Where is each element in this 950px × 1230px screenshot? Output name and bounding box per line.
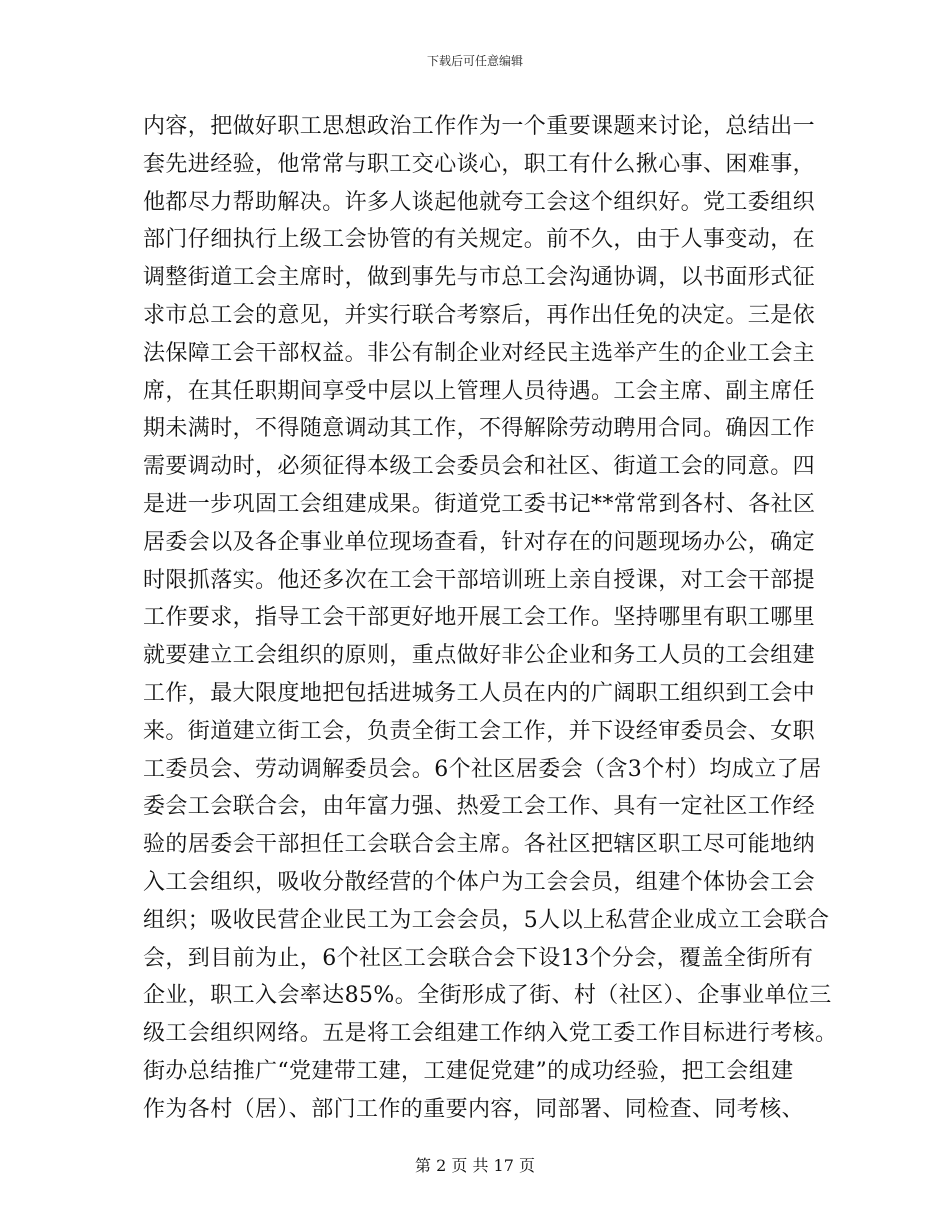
text-line: 内容，把做好职工思想政治工作作为一个重要课题来讨论，总结出一 (143, 114, 816, 139)
body-text (143, 108, 838, 1129)
text-line: 工作，最大限度地把包括进城务工人员在内的广阔职工组织到工会中 (143, 680, 816, 706)
page-header: 下载后可任意编辑 (426, 54, 523, 68)
text-line: 工委员会、劳动调解委员会。6个社区居委会（含3个村）均成立了居 (143, 756, 822, 782)
text-line: 会，到目前为止，6个社区工会联合会下设13个分会，覆盖全街所有 (143, 945, 814, 971)
text-line: 入工会组织，吸收分散经营的个体户为工会会员，组建个体协会工会 (143, 869, 816, 895)
page-number: 第 2 页 共 17 页 (415, 1156, 535, 1175)
text-line: 时限抓落实。他还多次在工会干部培训班上亲自授课，对工会干部提 (143, 567, 816, 593)
text-line: 套先进经验，他常常与职工交心谈心，职工有什么揪心事、困难事， (143, 151, 816, 177)
text-line: 期未满时，不得随意调动其工作，不得解除劳动聘用合同。确因工作 (143, 416, 816, 442)
text-line: 是进一步巩固工会组建成果。街道党工委书记**常常到各村、各社区 (143, 491, 816, 517)
text-line: 企业，职工入会率达85%。全街形成了街、村（社区）、企事业单位三 (143, 983, 832, 1009)
text-line: 调整街道工会主席时，做到事先与市总工会沟通协调，以书面形式征 (143, 265, 816, 291)
text-line: 组织；吸收民营企业民工为工会会员，5人以上私营企业成立工会联合 (143, 907, 830, 933)
text-line: 就要建立工会组织的原则，重点做好非公企业和务工人员的工会组建 (143, 643, 816, 669)
text-line: 来。街道建立街工会，负责全街工会工作，并下设经审委员会、女职 (143, 718, 816, 744)
text-line: 验的居委会干部担任工会联合会主席。各社区把辖区职工尽可能地纳 (143, 832, 816, 858)
text-line: 级工会组织网络。五是将工会组建工作纳入党工委工作目标进行考核。 (143, 1021, 838, 1047)
text-line: 他都尽力帮助解决。许多人谈起他就夸工会这个组织好。党工委组织 (143, 189, 816, 215)
text-line: 居委会以及各企事业单位现场查看，针对存在的问题现场办公，确定 (143, 529, 816, 555)
text-line: 街办总结推广“党建带工建，工建促党建”的成功经验，把工会组建 (143, 1058, 794, 1084)
text-line: 委会工会联合会，由年富力强、热爱工会工作、具有一定社区工作经 (143, 794, 816, 820)
text-line: 部门仔细执行上级工会协管的有关规定。前不久，由于人事变动，在 (143, 227, 816, 253)
text-line: 作为各村（居）、部门工作的重要内容，同部署、同检查、同考核、 (143, 1096, 805, 1122)
text-line: 席，在其任职期间享受中层以上管理人员待遇。工会主席、副主席任 (143, 378, 816, 404)
text-line: 工作要求，指导工会干部更好地开展工会工作。坚持哪里有职工哪里 (143, 605, 816, 631)
text-line: 需要调动时，必须征得本级工会委员会和社区、街道工会的同意。四 (143, 454, 816, 480)
text-line: 法保障工会干部权益。非公有制企业对经民主选举产生的企业工会主 (143, 340, 816, 366)
text-line: 求市总工会的意见，并实行联合考察后，再作出任免的决定。三是依 (143, 302, 816, 328)
